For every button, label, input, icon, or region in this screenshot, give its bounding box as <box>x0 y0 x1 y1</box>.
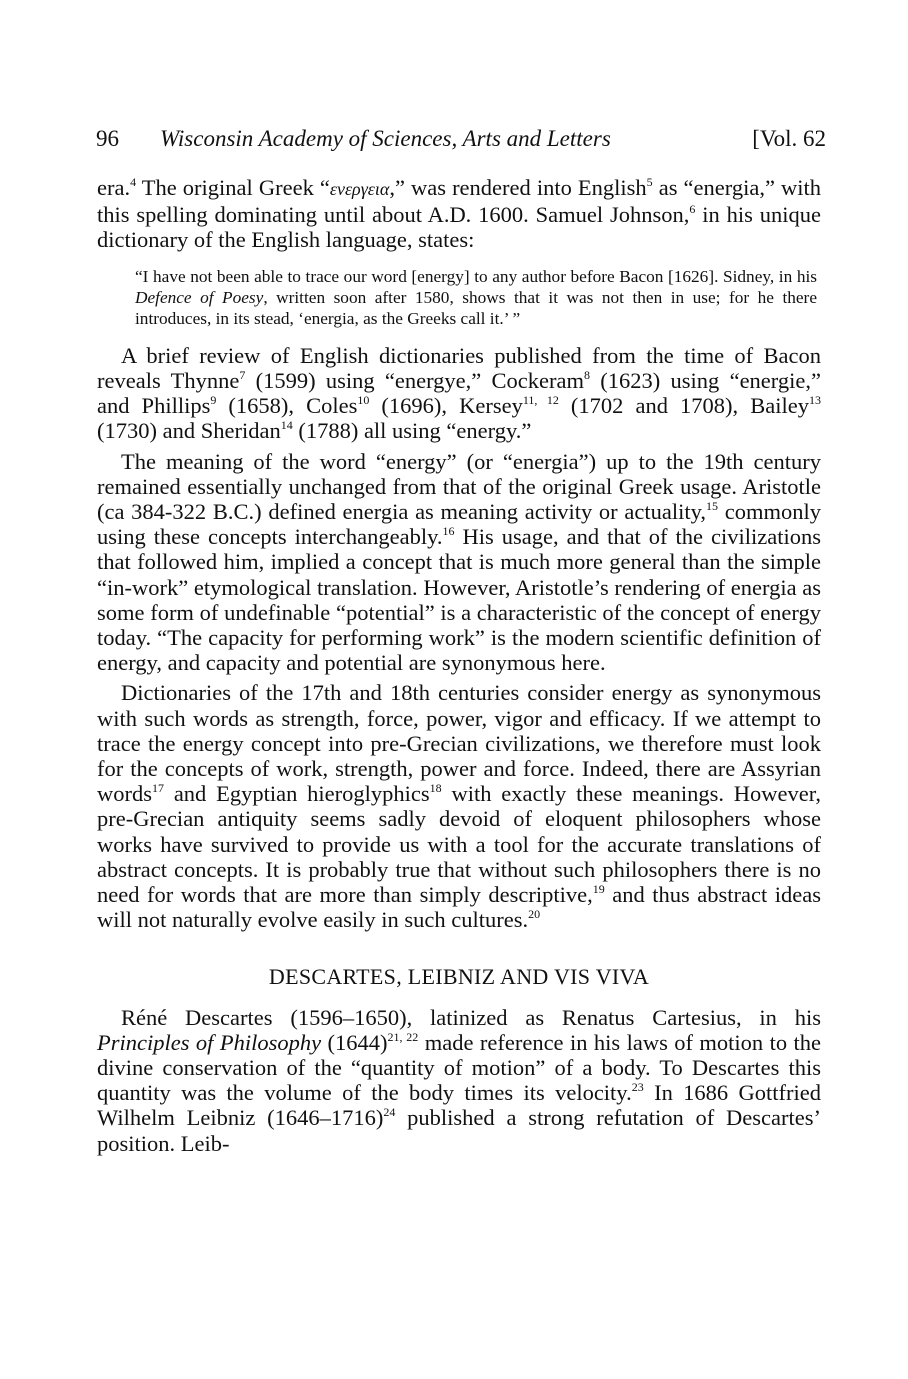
footnote-ref: 9 <box>210 393 217 408</box>
footnote-ref: 23 <box>631 1080 644 1095</box>
footnote-ref: 19 <box>592 882 605 897</box>
book-title: Principles of Philosophy <box>97 1029 322 1055</box>
paragraph-3: The meaning of the word “energy” (or “energia”) up to the 19th century remained essentially unchanged from that of the original Greek usage. Aristotle (ca 384-322 B.C.) defined energia as meaning activity or actuality,$^{15}$ commonly using these concepts interchangeably.$^{16}$ His usage, and that of the civilizations that followed him, implied a concept that is much more general than the simple “in-work” etymological translation. However, Aristotle’s rendering of energia as some form of undefinable “potential” is a characteristic of the concept of energy today. “The capacity for performing work” is the modern scientific definition of energy, and capacity and potential are synonymous here. <box>97 448 821 676</box>
footnote-ref: 8 <box>584 368 591 383</box>
footnote-ref: 11, 12 <box>522 393 559 408</box>
section-heading: DESCARTES, LEIBNIZ AND VIS VIVA <box>268 963 650 989</box>
footnote-ref: 15 <box>706 499 719 514</box>
journal-title: Wisconsin Academy of Sciences, Arts and Letters <box>160 126 611 151</box>
volume-label: [Vol. 62 <box>752 126 826 151</box>
footnote-ref: 18 <box>429 781 442 796</box>
page-number: 96 <box>96 126 119 151</box>
footnote-ref: 6 <box>689 202 696 217</box>
quote-text: “I have not been able to trace our word [energy] to any author before Bacon [1626]. Sidney, in his Defence of Poesy, written soon after 1580, shows that it was not then in use; for he there introduces, in its stead, ‘energia, as the Greeks call it.’ ” <box>135 266 817 329</box>
footnote-ref: 20 <box>528 907 541 922</box>
footnote-ref: 17 <box>152 781 164 796</box>
block-quote <box>135 266 817 330</box>
paragraph-4: Dictionaries of the 17th and 18th centuries consider energy as synonymous with such words as strength, force, power, vigor and efficacy. If we attempt to trace the energy concept into pre-Grecian civilizations, we therefore must look for the concepts of work, strength, power and force. Indeed, there are Assyrian words$^{17}$ and Egyptian hieroglyphics$^{18}$ with exactly these meanings. However, pre-Grecian antiquity seems sadly devoid of eloquent philosophers whose works have survived to provide us with a tool for the accurate translations of abstract concepts. It is probably true that without such philosophers there is no need for words that are more than simply descriptive,$^{19}$ and thus abstract ideas will not naturally evolve easily in such cultures.$^{20}$ <box>97 680 821 933</box>
paragraph-1: era.$^4$ The original Greek “ενεργεια,” was rendered into English$^5$ as “energia,” with this spelling dominating until about A.D. 1600. Samuel Johnson,$^6$ in his unique dictionary of the English language, states: <box>97 175 821 253</box>
greek-word: ενεργεια <box>329 179 390 199</box>
footnote-ref: 13 <box>808 393 821 408</box>
footnote-ref: 4 <box>130 175 137 189</box>
footnote-ref: 21, 22 <box>387 1029 419 1044</box>
footnote-ref: 16 <box>442 524 455 539</box>
footnote-ref: 14 <box>280 418 293 433</box>
footnote-ref: 5 <box>646 175 653 189</box>
footnote-ref: 10 <box>357 393 370 408</box>
book-title: Defence of Poesy <box>135 288 264 308</box>
footnote-ref: 7 <box>239 368 246 383</box>
paragraph-5: Réné Descartes (1596–1650), latinized as Renatus Cartesius, in his Principles of Philosophy $(1644)^{21, 22}$ made reference in his laws of motion to the divine conservation of the “quantity of motion” of a body. To Descartes this quantity was the volume of the body times its velocity.$^{23}$ In 1686 Gottfried Wilhelm Leibniz (1646–1716)$^{24}$ published a strong refutation of Descartes’ position. Leib- <box>97 1004 822 1156</box>
footnote-ref: 24 <box>383 1105 396 1120</box>
paragraph-2: A brief review of English dictionaries published from the time of Bacon reveals Thynne$^7$ (1599) using “energye,” Cockeram$^8$ (1623) using “energie,” and Phillips$^9$ (1658), Coles$^{10}$ (1696), Kersey$^{11, 12}$ (1702 and 1708), Bailey$^{13}$ (1730) and Sheridan$^{14}$ (1788) all using “energy.” <box>97 342 821 444</box>
body-text <box>97 175 821 1161</box>
